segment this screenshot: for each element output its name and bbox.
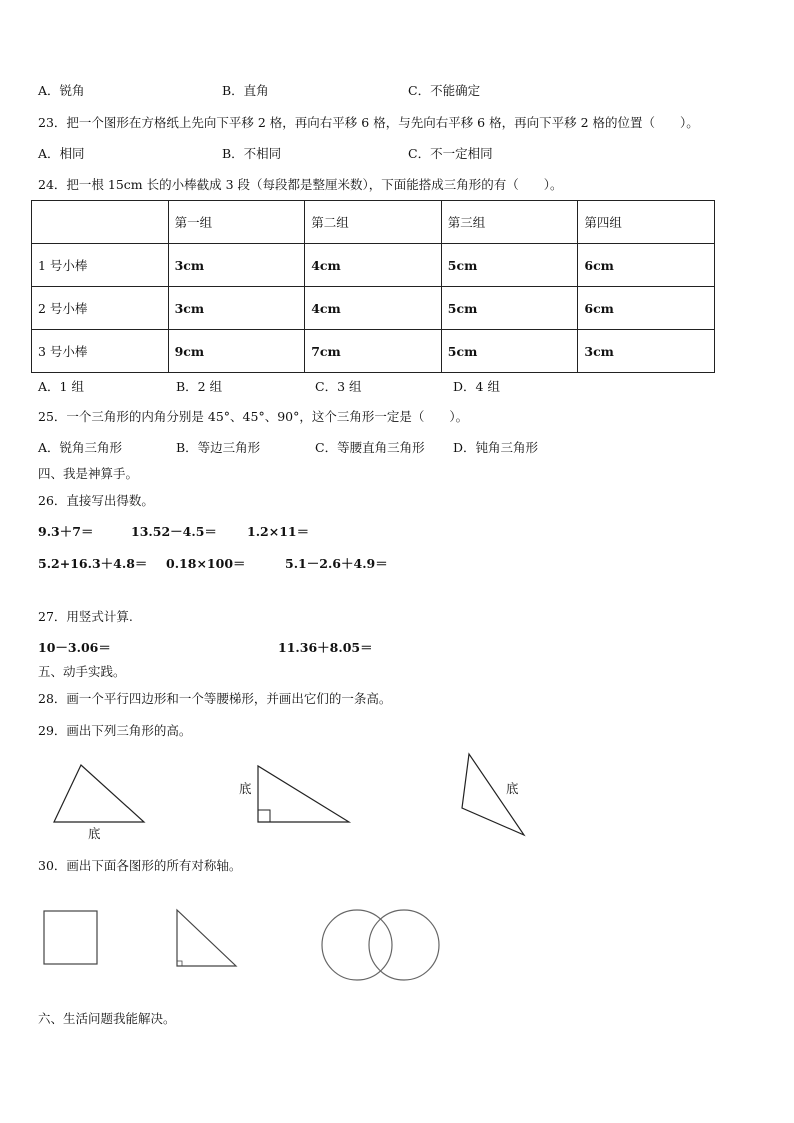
q24-option-d: D．4 组 <box>453 379 500 394</box>
table-cell: 4cm <box>305 244 442 287</box>
q25-option-b: B．等边三角形 <box>176 440 261 455</box>
table-cell: 第四组 <box>578 201 715 244</box>
section-6-title: 六、生活问题我能解决。 <box>38 1011 176 1026</box>
q26-item-1: 9.3＋7＝ <box>38 524 94 539</box>
q27-stem: 27．用竖式计算. <box>38 609 133 624</box>
q23-option-c: C．不一定相同 <box>408 146 493 161</box>
circle-left-shape <box>322 910 392 980</box>
table-cell: 7cm <box>305 330 442 373</box>
q23-option-b: B．不相同 <box>222 146 282 161</box>
circle-right-shape <box>369 910 439 980</box>
q27-item-2: 11.36＋8.05＝ <box>278 640 373 655</box>
q25-stem: 25．一个三角形的内角分别是 45°、45°、90°，这个三角形一定是（ ）。 <box>38 409 469 424</box>
table-cell: 3cm <box>168 287 305 330</box>
q24-option-a: A．1 组 <box>38 379 84 394</box>
table-cell: 4cm <box>305 287 442 330</box>
table-cell: 1 号小棒 <box>32 244 169 287</box>
q22-option-b: B．直角 <box>222 83 269 98</box>
q30-stem: 30．画出下面各图形的所有对称轴。 <box>38 858 242 873</box>
q26-stem: 26．直接写出得数。 <box>38 493 154 508</box>
q26-item-2: 13.52－4.5＝ <box>131 524 217 539</box>
table-cell: 2 号小棒 <box>32 287 169 330</box>
table-cell: 3cm <box>578 330 715 373</box>
right-triangle-shape <box>177 910 236 966</box>
q29-stem: 29．画出下列三角形的高。 <box>38 723 192 738</box>
q24-option-b: B．2 组 <box>176 379 223 394</box>
q25-option-d: D．钝角三角形 <box>453 440 539 455</box>
table-cell: 第三组 <box>441 201 578 244</box>
table-cell: 5cm <box>441 330 578 373</box>
q22-option-c: C．不能确定 <box>408 83 481 98</box>
q24-stem: 24．把一根 15cm 长的小棒截成 3 段（每段都是整厘米数），下面能搭成三角形的有（ ）。 <box>38 177 563 192</box>
table-cell: 第一组 <box>168 201 305 244</box>
q26-item-6: 5.1－2.6＋4.9＝ <box>285 556 388 571</box>
table-cell: 3 号小棒 <box>32 330 169 373</box>
q23-stem: 23．把一个图形在方格纸上先向下平移 2 格，再向右平移 6 格，与先向右平移 6 格，再向下平移 2 格的位置（ ）。 <box>38 115 699 130</box>
q26-item-4: 5.2+16.3＋4.8＝ <box>38 556 148 571</box>
q29-base-label-1: 底 <box>88 826 101 841</box>
q24-option-c: C．3 组 <box>315 379 362 394</box>
q26-item-5: 0.18×100＝ <box>166 556 246 571</box>
q27-item-1: 10－3.06＝ <box>38 640 111 655</box>
table-cell: 3cm <box>168 244 305 287</box>
q28-stem: 28．画一个平行四边形和一个等腰梯形，并画出它们的一条高。 <box>38 691 392 706</box>
table-cell: 5cm <box>441 287 578 330</box>
q25-option-c: C．等腰直角三角形 <box>315 440 425 455</box>
q26-item-3: 1.2×11＝ <box>247 524 310 539</box>
section-5-title: 五、动手实践。 <box>38 664 126 679</box>
table-cell: 9cm <box>168 330 305 373</box>
q29-base-label-3: 底 <box>506 781 519 796</box>
section-4-title: 四、我是神算手。 <box>38 466 139 481</box>
table-cell: 第二组 <box>305 201 442 244</box>
q25-option-a: A．锐角三角形 <box>38 440 123 455</box>
right-angle-marker <box>177 961 182 966</box>
table-cell: 6cm <box>578 287 715 330</box>
q29-base-label-2: 底 <box>239 781 252 796</box>
table-cell: 5cm <box>441 244 578 287</box>
square-shape <box>44 911 97 964</box>
q23-option-a: A．相同 <box>38 146 85 161</box>
q22-option-a: A．锐角 <box>38 83 85 98</box>
table-cell: 6cm <box>578 244 715 287</box>
